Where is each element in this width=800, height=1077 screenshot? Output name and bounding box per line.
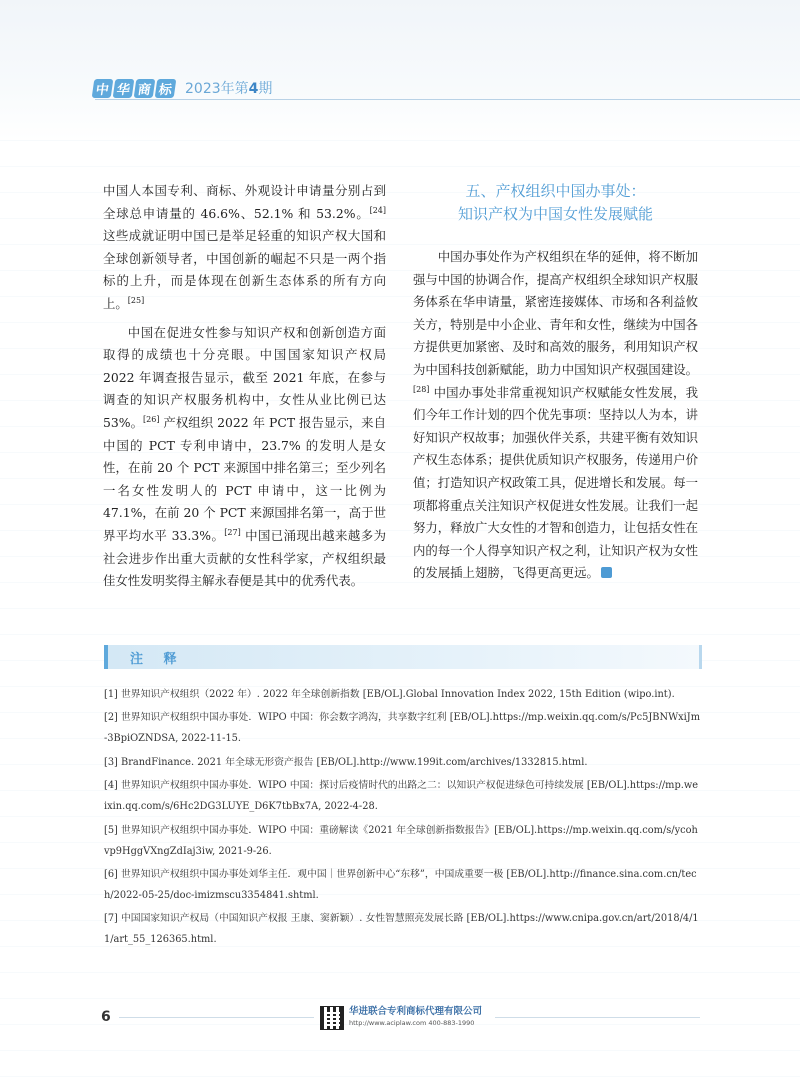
note-item: [7] 中国国家知识产权局（中国知识产权报 王康、窦新颖）. 女性智慧照亮发展长路 [EB/OL].https://www.cnipa.gov.cn/art/2018/4/11/art_55_126365.html. — [104, 913, 699, 946]
footnote-ref: [27] — [224, 527, 241, 537]
note-item: [3] BrandFinance. 2021 年全球无形资产报告 [EB/OL].http://www.199it.com/archives/1332815.html. — [104, 756, 588, 768]
qr-code-icon — [320, 1006, 344, 1030]
note-item: [1] 世界知识产权组织（2022 年）. 2022 年全球创新指数 [EB/OL].Global Innovation Index 2022, 15th Edition (wipo.int). — [104, 689, 675, 700]
logo-char: 标 — [155, 79, 177, 98]
section-heading — [413, 180, 698, 226]
notes-heading-bar — [104, 645, 700, 669]
logo-char: 中 — [92, 79, 114, 98]
paragraph — [103, 322, 386, 593]
left-column — [103, 180, 386, 593]
footnote-ref: [24] — [369, 205, 386, 215]
sponsor-contact: http://www.aciplaw.com 400-883-1990 — [349, 1019, 475, 1027]
paragraph — [413, 246, 698, 585]
page-number: 6 — [101, 1009, 111, 1025]
paragraph-text: 这些成就证明中国已是举足轻重的知识产权大国和全球创新领导者，中国创新的崛起不只是一两个指标的上升，而是体现在创新生态体系的所有方向上。 — [103, 228, 386, 311]
sponsor-name: 华进联合专利商标代理有限公司 — [349, 1006, 483, 1017]
journal-logo — [93, 79, 175, 98]
masthead — [93, 78, 272, 98]
footnote-ref: [26] — [143, 414, 160, 424]
issue-year: 2023年第 — [185, 81, 249, 97]
paragraph-text: 中国已涌现出越来越多为社会进步作出重大贡献的女性科学家，产权组织最佳女性发明奖得主解永春便是其中的优秀代表。 — [103, 527, 386, 589]
note-item: [2] 世界知识产权组织中国办事处．WIPO 中国：你会数字鸿沟，共享数字红利 [EB/OL].https://mp.weixin.qq.com/s/Pc5JBNWxiJm-3BpiOZNDSA, 2022-11-15. — [104, 712, 701, 745]
issue-label — [185, 78, 272, 98]
footnote-ref: [25] — [127, 295, 145, 305]
header-band — [0, 0, 800, 140]
paragraph-text: 中国办事处非常重视知识产权赋能女性发展，我们今年工作计划的四个优先事项：坚持以人为本，讲好知识产权故事；加强伙伴关系，共建平衡有效知识产权生态体系；提供优质知识产权服务，传递用户价值；打造知识产权政策工具，促进增长和发展。每一项都将重点关注知识产权促进女性发展。让我们一起努力，释放广大女性的才智和创造力，让包括女性在内的每一个人得享知识产权之利，让知识产权为女性的发展插上翅膀，飞得更高更远。 — [413, 384, 698, 581]
note-item: [4] 世界知识产权组织中国办事处．WIPO 中国：探讨后疫情时代的出路之二：以知识产权促进绿色可持续发展 [EB/OL].https://mp.weixin.qq.com/s/6Hc2DG3LUYE_D6K7tbBx7A, 2022-4-28. — [104, 780, 699, 813]
paragraph-text: 中国在促进女性参与知识产权和创新创造方面取得的成绩也十分亮眼。中国国家知识产权局 2022 年调查报告显示，截至 2021 年底，在参与调查的知识产权服务机构中，女性从业比例已达 53%。 — [103, 324, 386, 430]
logo-char: 华 — [113, 79, 135, 98]
paragraph — [103, 180, 386, 316]
sponsor-block — [349, 1006, 482, 1028]
note-item: [5] 世界知识产权组织中国办事处．WIPO 中国：重磅解读《2021 年全球创新指数报告》[EB/OL].https://mp.weixin.qq.com/s/ycohvp9HggVXngZdIaj3iw, 2021-9-26. — [104, 824, 698, 857]
footer-divider — [119, 1017, 314, 1018]
paragraph-text: 中国人本国专利、商标、外观设计申请量分别占到全球总申请量的 46.6%、52.1% 和 53.2%。 — [103, 183, 386, 221]
section-heading-line2: 知识产权为中国女性发展赋能 — [457, 205, 653, 223]
notes-bar-accent — [699, 645, 702, 669]
note-item: [6] 世界知识产权组织中国办事处刘华主任．观中国｜世界创新中心“东移”，中国成重要一极 [EB/OL].http://finance.sina.com.cn/tech/2022-05-25/doc-imizmscu3354841.shtml. — [104, 868, 697, 901]
notes-list — [104, 684, 700, 953]
footer-divider — [495, 1017, 700, 1018]
logo-char: 商 — [134, 79, 156, 98]
article-end-icon — [601, 567, 612, 578]
header-rule — [95, 99, 800, 100]
paragraph-text: 产权组织 2022 年 PCT 报告显示，来自中国的 PCT 专利申请中，23.7% 的发明人是女性，在前 20 个 PCT 来源国中排名第三；至少列名一名女性发明人的 PCT 申请中，这一比例为 47.1%，在前 20 个 PCT 来源国排名第一，高于世界平均水平 33.3%。 — [103, 414, 387, 543]
notes-heading: 注 释 — [130, 652, 185, 667]
issue-number: 4 — [248, 81, 259, 97]
paragraph-text: 中国办事处作为产权组织在华的延伸，将不断加强与中国的协调合作，提高产权组织全球知识产权服务体系在华申请量，紧密连接媒体、市场和各利益攸关方，特别是中小企业、青年和女性，继续为中国各方提供更加紧密、及时和高效的服务，利用知识产权为中国科技创新赋能，助力中国知识产权强国建设。 — [413, 249, 698, 377]
issue-suffix: 期 — [258, 81, 273, 97]
right-column — [413, 246, 698, 585]
footnote-ref: [28] — [413, 384, 430, 394]
section-heading-line1: 五、产权组织中国办事处： — [465, 182, 646, 200]
